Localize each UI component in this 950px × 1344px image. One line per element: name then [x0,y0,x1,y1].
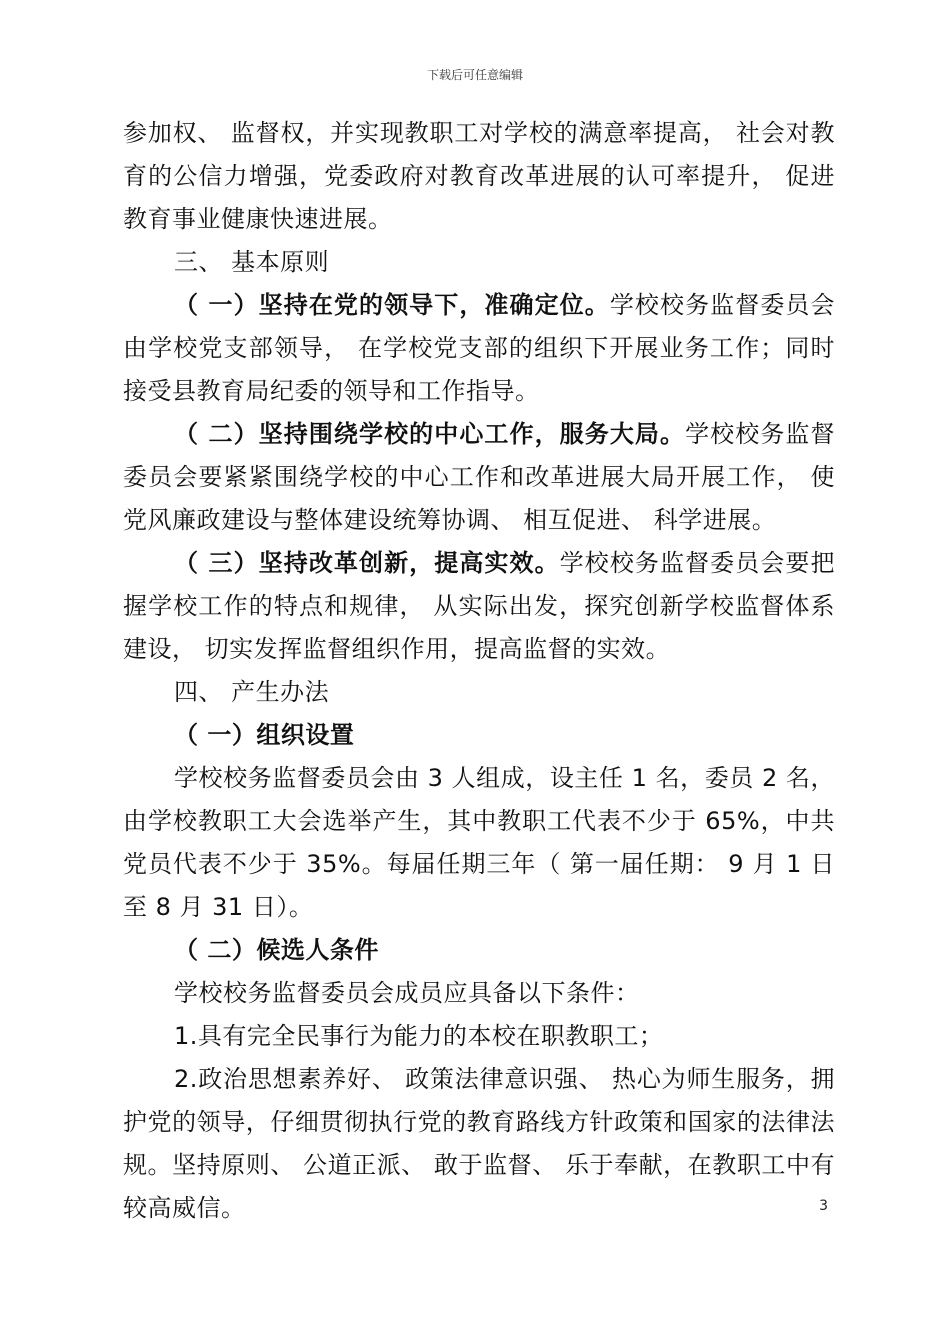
paragraph-text: 学校校务监督委员会由 3 人组成，设主任 1 名，委员 2 名，由学校教职工大会选举产生，其中教职工代表不少于 65%，中共党员代表不少于 35%。每届任期三年（ 第一届任期： 9 月 1 日至 8 月 31 日）。 [123,764,835,921]
document-body [123,112,835,1230]
paragraph-text: 1.具有完全民事行为能力的本校在职教职工； [174,1022,664,1050]
principle-3-text: 学校校务监督委员会要把握学校工作的特点和规律， 从实际出发，探究创新学校监督体系建设， 切实发挥监督组织作用，提高监督的实效。 [123,549,835,663]
principle-1-lead: （ 一）坚持在党的领导下，准确定位。 [174,291,610,319]
principle-3 [123,542,835,671]
organization-paragraph [123,757,835,929]
subheading-text: （ 一）组织设置 [174,721,355,749]
subheading-text: （ 二）候选人条件 [174,936,379,964]
principle-3-lead: （ 三）坚持改革创新，提高实效。 [174,549,560,577]
section-heading-principles [123,241,835,284]
candidate-condition-1 [123,1015,835,1058]
principle-2-text: 学校校务监督委员会要紧紧围绕学校的中心工作和改革进展大局开展工作， 使党风廉政建设与整体建设统筹协调、 相互促进、 科学进展。 [123,420,836,534]
section-heading-text: 四、 产生办法 [174,678,330,706]
principle-1-text: 学校校务监督委员会由学校党支部领导， 在学校党支部的组织下开展业务工作；同时接受县教育局纪委的领导和工作指导。 [123,291,836,405]
section-heading-methods [123,671,835,714]
principle-2 [123,413,835,542]
paragraph-text: 学校校务监督委员会成员应具备以下条件： [174,979,640,1007]
candidates-intro [123,972,835,1015]
candidate-condition-2 [123,1058,835,1230]
principle-2-lead: （ 二）坚持围绕学校的中心工作，服务大局。 [174,420,686,448]
principle-1 [123,284,835,413]
page-header: 下载后可任意编辑 [426,68,523,82]
subheading-organization [123,714,835,757]
paragraph-1 [123,112,835,241]
page-number: 3 [819,1198,828,1214]
paragraph-text: 参加权、 监督权，并实现教职工对学校的满意率提高， 社会对教育的公信力增强，党委政府对教育改革进展的认可率提升， 促进教育事业健康快速进展。 [123,119,835,233]
section-heading-text: 三、 基本原则 [174,248,330,276]
subheading-candidates [123,929,835,972]
paragraph-text: 2.政治思想素养好、 政策法律意识强、 热心为师生服务，拥护党的领导，仔细贯彻执行党的教育路线方针政策和国家的法律法规。坚持原则、 公道正派、 敢于监督、 乐于奉献，在教职工中有较高威信。 [123,1065,835,1222]
